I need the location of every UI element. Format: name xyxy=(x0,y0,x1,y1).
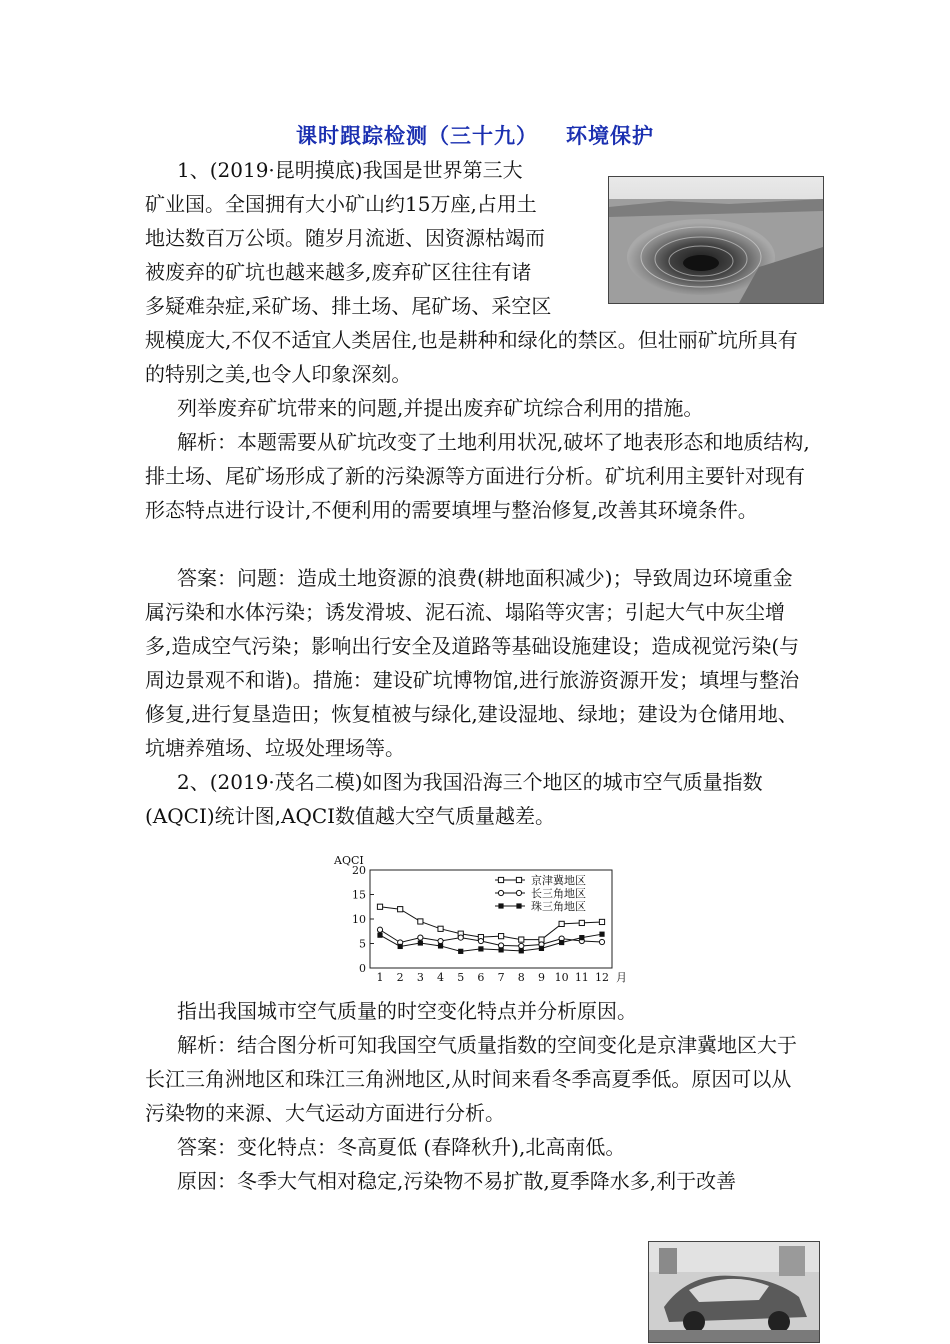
series-1-point xyxy=(599,919,604,924)
series-3-point xyxy=(498,947,503,952)
series-1-point xyxy=(377,904,382,909)
series-1-point xyxy=(498,934,503,939)
title-topic: 环境保护 xyxy=(566,123,654,148)
series-1-point xyxy=(438,926,443,931)
series-1-point xyxy=(579,920,584,925)
series-3-point xyxy=(458,949,463,954)
page-title xyxy=(0,120,950,150)
series-line-2 xyxy=(380,930,602,946)
x-axis-label: 月 xyxy=(616,971,627,984)
legend-label-3: 珠三角地区 xyxy=(531,900,586,913)
legend-label-2: 长三角地区 xyxy=(531,887,586,900)
legend-marker xyxy=(498,890,503,895)
series-2-point xyxy=(519,943,524,948)
wrecked-car-photo xyxy=(648,1241,820,1343)
legend-marker xyxy=(498,877,503,882)
x-tick-label: 12 xyxy=(595,971,609,984)
q1-line-1: 1、(2019·昆明摸底)我国是世界第三大 xyxy=(177,158,523,182)
series-2-point xyxy=(599,939,604,944)
series-2-point xyxy=(377,927,382,932)
legend-marker xyxy=(498,903,503,908)
x-tick-label: 10 xyxy=(554,971,569,984)
series-1-point xyxy=(418,919,423,924)
legend-marker xyxy=(516,903,521,908)
series-2-point xyxy=(438,938,443,943)
x-tick-label: 2 xyxy=(396,971,404,984)
q1-line-4: 被废弃的矿坑也越来越多,废弃矿区往往有诸 xyxy=(145,260,532,284)
q2-reason: 原因：冬季大气相对稳定,污染物不易扩散,夏季降水多,利于改善 xyxy=(177,1169,737,1193)
q2-analysis: 解析：结合图分析可知我国空气质量指数的空间变化是京津冀地区大于长江三角洲地区和珠江三角洲地区,从时间来看冬季高夏季低。原因可以从污染物的来源、大气运动方面进行分析。 xyxy=(145,1033,797,1125)
title-main: 课时跟踪检测（三十九） xyxy=(296,123,538,148)
series-3-point xyxy=(519,948,524,953)
series-1-point xyxy=(519,937,524,942)
series-2-point xyxy=(478,938,483,943)
q1-question: 列举废弃矿坑带来的问题,并提出废弃矿坑综合利用的措施。 xyxy=(177,396,704,420)
x-tick-label: 3 xyxy=(416,971,424,984)
q2-question: 指出我国城市空气质量的时空变化特点并分析原因。 xyxy=(177,999,637,1023)
aqci-line-chart xyxy=(330,848,630,988)
series-3-point xyxy=(599,932,604,937)
q2-answer: 答案：变化特点：冬高夏低 (春降秋升),北高南低。 xyxy=(177,1135,626,1159)
y-tick-label: 5 xyxy=(359,937,366,951)
series-1-point xyxy=(398,907,403,912)
legend-label-1: 京津冀地区 xyxy=(531,874,586,887)
series-3-point xyxy=(559,940,564,945)
x-tick-label: 1 xyxy=(376,971,384,984)
q1-line-5: 多疑难杂症,采矿场、排土场、尾矿场、采空区 xyxy=(145,294,552,318)
series-2-point xyxy=(458,935,463,940)
q2-intro: 2、(2019·茂名二模)如图为我国沿海三个地区的城市空气质量指数(AQCI)统计图,AQCI数值越大空气质量越差。 xyxy=(145,770,763,828)
x-tick-label: 6 xyxy=(477,971,485,984)
y-tick-label: 0 xyxy=(359,962,366,975)
mine-pit-photo xyxy=(608,176,824,304)
legend-marker xyxy=(516,890,521,895)
q1-analysis: 解析：本题需要从矿坑改变了土地利用状况,破坏了地表形态和地质结构,排土场、尾矿场形成了新的污染源等方面进行分析。矿坑利用主要针对现有形态特点进行设计,不便利用的需要填埋与整治修复,改善其环境条件。 xyxy=(145,430,810,522)
x-tick-label: 11 xyxy=(574,971,589,984)
x-tick-label: 8 xyxy=(517,971,525,984)
x-tick-label: 9 xyxy=(537,971,545,984)
series-3-point xyxy=(438,943,443,948)
series-3-point xyxy=(398,944,403,949)
x-tick-label: 4 xyxy=(437,971,445,984)
series-3-point xyxy=(377,933,382,938)
series-1-point xyxy=(559,921,564,926)
q1-answer: 答案：问题：造成土地资源的浪费(耕地面积减少)；导致周边环境重金属污染和水体污染；诱发滑坡、泥石流、塌陷等灾害；引起大气中灰尘增多,造成空气污染；影响出行安全及道路等基础设施建设；造成视觉污染(与周边景观不和谐)。措施：建设矿坑博物馆,进行旅游资源开发；填埋与整治修复,进行复垦造田；恢复植被与绿化,建设湿地、绿地；建设为仓储用地、坑塘养殖场、垃圾处理场等。 xyxy=(145,566,800,760)
q1-line-3: 地达数百万公顷。随岁月流逝、因资源枯竭而 xyxy=(145,226,545,250)
x-tick-label: 7 xyxy=(497,971,505,984)
q1-passage: 规模庞大,不仅不适宜人类居住,也是耕种和绿化的禁区。但壮丽矿坑所具有的特别之美,也令人印象深刻。 xyxy=(145,328,798,386)
q1-line-2: 矿业国。全国拥有大小矿山约15万座,占用土 xyxy=(145,192,537,216)
series-3-point xyxy=(539,946,544,951)
y-axis-label: AQCI xyxy=(334,854,364,867)
series-2-point xyxy=(418,935,423,940)
y-tick-label: 15 xyxy=(352,888,366,902)
y-tick-label: 10 xyxy=(352,913,366,926)
series-3-point xyxy=(418,940,423,945)
series-3-point xyxy=(579,935,584,940)
x-tick-label: 5 xyxy=(457,971,465,984)
legend-marker xyxy=(516,877,521,882)
y-tick-label: 20 xyxy=(352,864,366,877)
series-3-point xyxy=(478,946,483,951)
